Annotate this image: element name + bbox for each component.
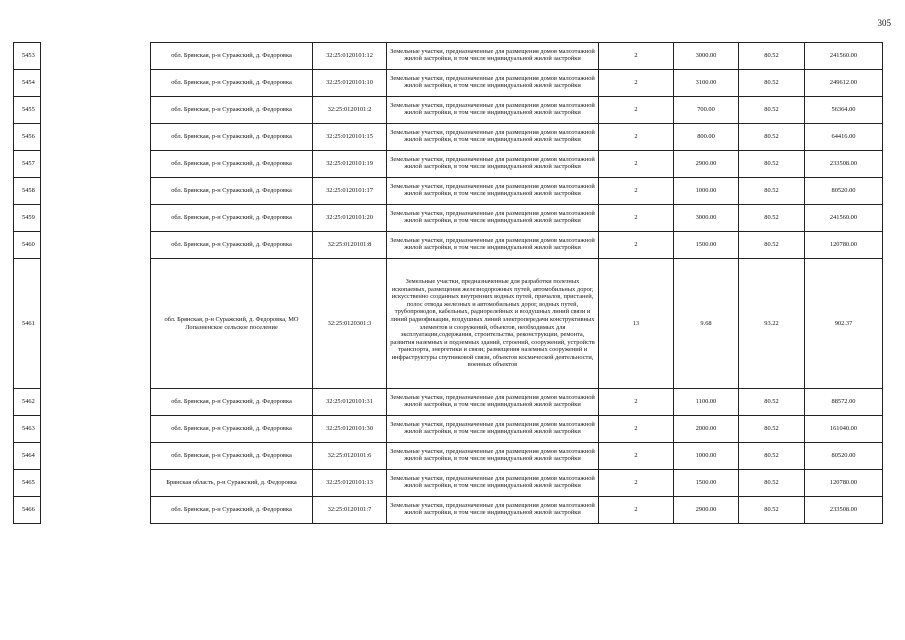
land-use-description-cell: Земельные участки, предназначенные для размещения домов малоэтажной жилой застройки, в том числе индивидуальной жилой застройки xyxy=(387,151,599,178)
spacer-cell xyxy=(41,124,151,151)
land-cadastral-table xyxy=(13,42,883,524)
cadastral-number-cell: 32:25:0120101:12 xyxy=(313,43,387,70)
land-use-description-cell: Земельные участки, предназначенные для размещения домов малоэтажной жилой застройки, в том числе индивидуальной жилой застройки xyxy=(387,232,599,259)
cadastral-value-cell: 161040.00 xyxy=(805,416,883,443)
rate-cell: 80.52 xyxy=(739,205,805,232)
land-use-description-cell: Земельные участки, предназначенные для размещения домов малоэтажной жилой застройки, в том числе индивидуальной жилой застройки xyxy=(387,443,599,470)
spacer-cell xyxy=(41,97,151,124)
cadastral-number-cell: 32:25:0120101:31 xyxy=(313,389,387,416)
rate-cell: 80.52 xyxy=(739,497,805,524)
cadastral-value-cell: 233508.00 xyxy=(805,151,883,178)
rate-cell: 93.22 xyxy=(739,259,805,389)
table-row xyxy=(14,43,883,70)
area-cell: 2900.00 xyxy=(674,151,739,178)
cadastral-value-cell: 233508.00 xyxy=(805,497,883,524)
spacer-cell xyxy=(41,497,151,524)
rate-cell: 80.52 xyxy=(739,70,805,97)
rate-cell: 80.52 xyxy=(739,151,805,178)
address-cell: обл. Брянская, р-н Суражский, д. Федоровка xyxy=(151,178,313,205)
spacer-cell xyxy=(41,443,151,470)
cadastral-value-cell: 64416.00 xyxy=(805,124,883,151)
table-row xyxy=(14,124,883,151)
table-row xyxy=(14,151,883,178)
rate-cell: 80.52 xyxy=(739,124,805,151)
rate-cell: 80.52 xyxy=(739,43,805,70)
cadastral-number-cell: 32:25:0120301:3 xyxy=(313,259,387,389)
cadastral-value-cell: 120780.00 xyxy=(805,470,883,497)
row-number: 5459 xyxy=(14,205,41,232)
land-use-description-cell: Земельные участки, предназначенные для размещения домов малоэтажной жилой застройки, в том числе индивидуальной жилой застройки xyxy=(387,70,599,97)
rate-cell: 80.52 xyxy=(739,389,805,416)
address-cell: обл. Брянская, р-н Суражский, д. Федоровка xyxy=(151,124,313,151)
cadastral-value-cell: 241560.00 xyxy=(805,205,883,232)
spacer-cell xyxy=(41,205,151,232)
address-cell: обл. Брянская, р-н Суражский, д. Федоровка xyxy=(151,389,313,416)
spacer-cell xyxy=(41,178,151,205)
group-code-cell: 2 xyxy=(599,43,674,70)
area-cell: 1500.00 xyxy=(674,470,739,497)
row-number: 5461 xyxy=(14,259,41,389)
group-code-cell: 2 xyxy=(599,389,674,416)
group-code-cell: 2 xyxy=(599,470,674,497)
cadastral-number-cell: 32:25:0120101:15 xyxy=(313,124,387,151)
group-code-cell: 2 xyxy=(599,443,674,470)
area-cell: 1100.00 xyxy=(674,389,739,416)
rate-cell: 80.52 xyxy=(739,232,805,259)
cadastral-value-cell: 80520.00 xyxy=(805,178,883,205)
group-code-cell: 2 xyxy=(599,232,674,259)
table-row xyxy=(14,389,883,416)
table-row xyxy=(14,259,883,389)
table-row xyxy=(14,497,883,524)
address-cell: обл. Брянская, р-н Суражский, д. Федоровка xyxy=(151,70,313,97)
area-cell: 3100.00 xyxy=(674,70,739,97)
land-use-description-cell: Земельные участки, предназначенные для размещения домов малоэтажной жилой застройки, в том числе индивидуальной жилой застройки xyxy=(387,416,599,443)
group-code-cell: 13 xyxy=(599,259,674,389)
table-row xyxy=(14,443,883,470)
table-row xyxy=(14,470,883,497)
address-cell: обл. Брянская, р-н Суражский, д. Федоровка xyxy=(151,43,313,70)
rate-cell: 80.52 xyxy=(739,178,805,205)
area-cell: 1500.00 xyxy=(674,232,739,259)
address-cell: обл. Брянская, р-н Суражский, д. Федоровка xyxy=(151,232,313,259)
group-code-cell: 2 xyxy=(599,205,674,232)
table-row xyxy=(14,416,883,443)
address-cell: Брянская область, р-н Суражский, д. Федоровка xyxy=(151,470,313,497)
row-number: 5463 xyxy=(14,416,41,443)
table-row xyxy=(14,97,883,124)
land-use-description-cell: Земельные участки, предназначенные для разработки полезных ископаемых, размещения железнодорожных путей, автомобильных дорог, искусственно созданных внутренних водных путей, причалов, пристаней, полос отвода железных и автомобильных дорог, водных путей, трубопроводов, кабельных, радиорелейных и воздушных линий связи и линий радиофикации, воздушных линий электропередачи конструктивных элементов и сооружений, объектов, необходимых для эксплуатации,содержания, строительства, реконструкции, ремонта, развития наземных и подземных зданий, строений, сооружений, устройств транспорта, энергетики и связи; размещения наземных сооружений и инфраструктуры спутниковой связи, объектов космической деятельности, военных объектов xyxy=(387,259,599,389)
row-number: 5460 xyxy=(14,232,41,259)
spacer-cell xyxy=(41,232,151,259)
rate-cell: 80.52 xyxy=(739,416,805,443)
table-row xyxy=(14,205,883,232)
cadastral-number-cell: 32:25:0120101:8 xyxy=(313,232,387,259)
cadastral-number-cell: 32:25:0120101:13 xyxy=(313,470,387,497)
page-number: 305 xyxy=(877,18,891,28)
spacer-cell xyxy=(41,470,151,497)
address-cell: обл. Брянская, р-н Суражский, д. Федоровка xyxy=(151,151,313,178)
row-number: 5465 xyxy=(14,470,41,497)
address-cell: обл. Брянская, р-н Суражский, д. Федоровка xyxy=(151,443,313,470)
cadastral-number-cell: 32:25:0120101:2 xyxy=(313,97,387,124)
spacer-cell xyxy=(41,259,151,389)
table-row xyxy=(14,178,883,205)
cadastral-value-cell: 902.37 xyxy=(805,259,883,389)
row-number: 5455 xyxy=(14,97,41,124)
row-number: 5458 xyxy=(14,178,41,205)
address-cell: обл. Брянская, р-н Суражский, д. Федоровка xyxy=(151,205,313,232)
area-cell: 9.68 xyxy=(674,259,739,389)
group-code-cell: 2 xyxy=(599,70,674,97)
cadastral-value-cell: 56364.00 xyxy=(805,97,883,124)
table-body xyxy=(14,43,883,524)
row-number: 5462 xyxy=(14,389,41,416)
address-cell: обл. Брянская, р-н Суражский, д. Федоровка xyxy=(151,97,313,124)
cadastral-value-cell: 88572.00 xyxy=(805,389,883,416)
spacer-cell xyxy=(41,70,151,97)
area-cell: 2000.00 xyxy=(674,416,739,443)
cadastral-value-cell: 241560.00 xyxy=(805,43,883,70)
table-row xyxy=(14,70,883,97)
address-cell: обл. Брянская, р-н Суражский, д. Федоровка, МО Лопазненское сельское поселение xyxy=(151,259,313,389)
address-cell: обл. Брянская, р-н Суражский, д. Федоровка xyxy=(151,497,313,524)
spacer-cell xyxy=(41,151,151,178)
cadastral-number-cell: 32:25:0120101:20 xyxy=(313,205,387,232)
group-code-cell: 2 xyxy=(599,124,674,151)
spacer-cell xyxy=(41,43,151,70)
land-use-description-cell: Земельные участки, предназначенные для размещения домов малоэтажной жилой застройки, в том числе индивидуальной жилой застройки xyxy=(387,43,599,70)
cadastral-value-cell: 80520.00 xyxy=(805,443,883,470)
cadastral-number-cell: 32:25:0120101:17 xyxy=(313,178,387,205)
land-use-description-cell: Земельные участки, предназначенные для размещения домов малоэтажной жилой застройки, в том числе индивидуальной жилой застройки xyxy=(387,97,599,124)
row-number: 5454 xyxy=(14,70,41,97)
cadastral-value-cell: 120780.00 xyxy=(805,232,883,259)
table-row xyxy=(14,232,883,259)
area-cell: 1000.00 xyxy=(674,178,739,205)
rate-cell: 80.52 xyxy=(739,97,805,124)
area-cell: 700.00 xyxy=(674,97,739,124)
row-number: 5466 xyxy=(14,497,41,524)
area-cell: 1000.00 xyxy=(674,443,739,470)
cadastral-number-cell: 32:25:0120101:7 xyxy=(313,497,387,524)
rate-cell: 80.52 xyxy=(739,443,805,470)
group-code-cell: 2 xyxy=(599,151,674,178)
land-use-description-cell: Земельные участки, предназначенные для размещения домов малоэтажной жилой застройки, в том числе индивидуальной жилой застройки xyxy=(387,470,599,497)
land-use-description-cell: Земельные участки, предназначенные для размещения домов малоэтажной жилой застройки, в том числе индивидуальной жилой застройки xyxy=(387,124,599,151)
spacer-cell xyxy=(41,389,151,416)
group-code-cell: 2 xyxy=(599,497,674,524)
rate-cell: 80.52 xyxy=(739,470,805,497)
spacer-cell xyxy=(41,416,151,443)
row-number: 5457 xyxy=(14,151,41,178)
area-cell: 800.00 xyxy=(674,124,739,151)
land-use-description-cell: Земельные участки, предназначенные для размещения домов малоэтажной жилой застройки, в том числе индивидуальной жилой застройки xyxy=(387,389,599,416)
cadastral-value-cell: 249612.00 xyxy=(805,70,883,97)
cadastral-number-cell: 32:25:0120101:19 xyxy=(313,151,387,178)
land-use-description-cell: Земельные участки, предназначенные для размещения домов малоэтажной жилой застройки, в том числе индивидуальной жилой застройки xyxy=(387,178,599,205)
area-cell: 3000.00 xyxy=(674,205,739,232)
land-use-description-cell: Земельные участки, предназначенные для размещения домов малоэтажной жилой застройки, в том числе индивидуальной жилой застройки xyxy=(387,205,599,232)
row-number: 5456 xyxy=(14,124,41,151)
cadastral-number-cell: 32:25:0120101:30 xyxy=(313,416,387,443)
address-cell: обл. Брянская, р-н Суражский, д. Федоровка xyxy=(151,416,313,443)
land-use-description-cell: Земельные участки, предназначенные для размещения домов малоэтажной жилой застройки, в том числе индивидуальной жилой застройки xyxy=(387,497,599,524)
group-code-cell: 2 xyxy=(599,97,674,124)
row-number: 5453 xyxy=(14,43,41,70)
row-number: 5464 xyxy=(14,443,41,470)
cadastral-number-cell: 32:25:0120101:6 xyxy=(313,443,387,470)
area-cell: 3000.00 xyxy=(674,43,739,70)
group-code-cell: 2 xyxy=(599,416,674,443)
cadastral-number-cell: 32:25:0120101:10 xyxy=(313,70,387,97)
group-code-cell: 2 xyxy=(599,178,674,205)
area-cell: 2900.00 xyxy=(674,497,739,524)
